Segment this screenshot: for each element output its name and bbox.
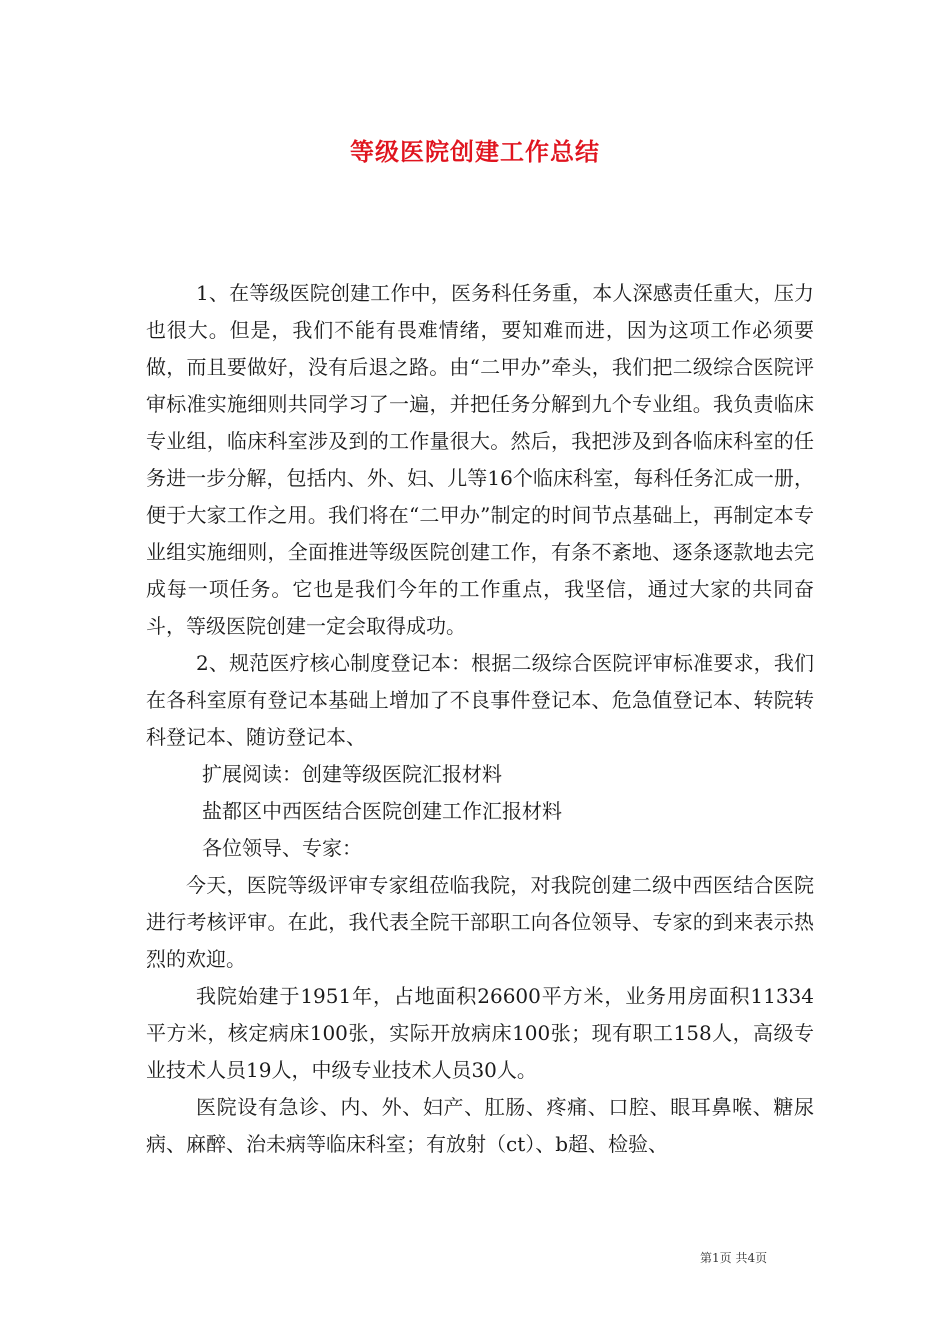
salutation-line: 各位领导、专家：	[202, 836, 362, 860]
paragraph-2: 2、规范医疗核心制度登记本：根据二级综合医院评审标准要求，我们在各科室原有登记本基础上增加了不良事件登记本、危急值登记本、转院转科登记本、随访登记本、	[146, 651, 814, 749]
paragraph-departments: 医院设有急诊、内、外、妇产、肛肠、疼痛、口腔、眼耳鼻喉、糖尿病、麻醉、治未病等临床科室；有放射（ct）、b超、检验、	[146, 1095, 814, 1156]
report-subtitle-line: 盐都区中西医结合医院创建工作汇报材料	[202, 799, 562, 823]
paragraph-1: 1、在等级医院创建工作中，医务科任务重，本人深感责任重大，压力也很大。但是，我们不能有畏难情绪，要知难而进，因为这项工作必须要做，而且要做好，没有后退之路。由“二甲办”牵头，我们把二级综合医院评审标准实施细则共同学习了一遍，并把任务分解到九个专业组。我负责临床专业组，临床科室涉及到的工作量很大。然后，我把涉及到各临床科室的任务进一步分解，包括内、外、妇、儿等16个临床科室，每科任务汇成一册，便于大家工作之用。我们将在“二甲办”制定的时间节点基础上，再制定本专业组实施细则，全面推进等级医院创建工作，有条不紊地、逐条逐款地去完成每一项任务。它也是我们今年的工作重点，我坚信，通过大家的共同奋斗，等级医院创建一定会取得成功。	[146, 281, 814, 638]
paragraph-hospital-facts: 我院始建于1951年，占地面积26600平方米，业务用房面积11334平方米，核定病床100张，实际开放病床100张；现有职工158人，高级专业技术人员19人，中级专业技术人员30人。	[146, 984, 814, 1082]
paragraph-welcome: 今天，医院等级评审专家组莅临我院，对我院创建二级中西医结合医院进行考核评审。在此，我代表全院干部职工向各位领导、专家的到来表示热烈的欢迎。	[146, 873, 814, 971]
document-title: 等级医院创建工作总结	[350, 137, 600, 166]
document-body	[146, 275, 814, 1163]
page-number: 第1页 共4页	[700, 1251, 768, 1265]
extended-reading-line: 扩展阅读：创建等级医院汇报材料	[202, 762, 502, 786]
